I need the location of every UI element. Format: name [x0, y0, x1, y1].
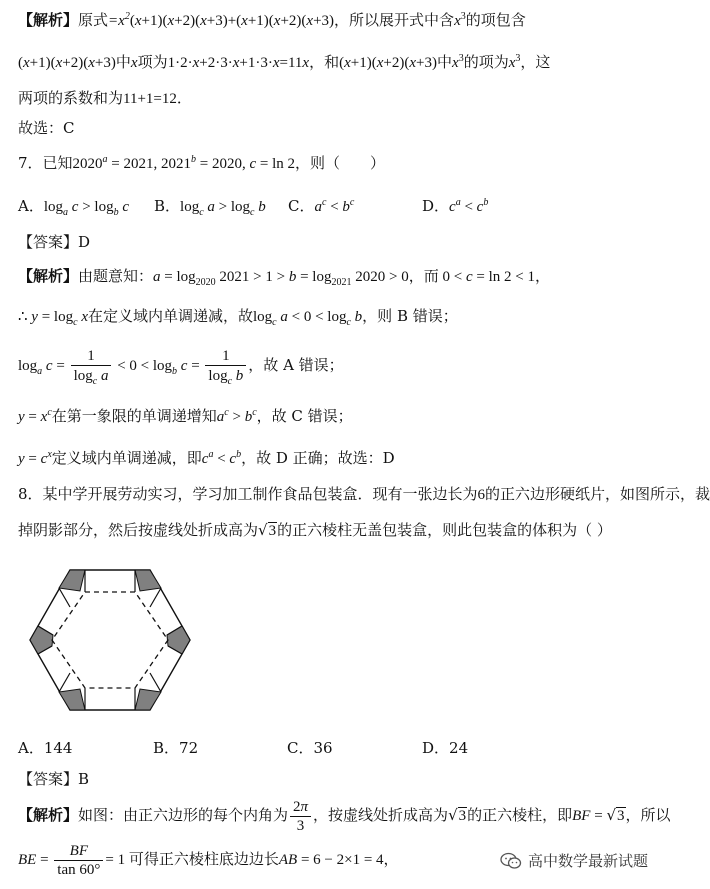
q8-option-a: A．144 — [18, 739, 73, 757]
q8-options — [18, 738, 468, 758]
solution-line-1: 【解析】原式$=x^2(x+1)(x+2)(x+3)+(x+1)(x+2)(x+3)$，所以展开式中含$x^3$的项包含 — [18, 11, 526, 29]
wechat-icon — [500, 852, 522, 870]
shaded-corner-bottom-right — [135, 689, 161, 710]
q7-option-b: B．$\log_c a > \log_c b$ — [154, 197, 266, 218]
hexagon-figure — [28, 560, 198, 720]
q8-option-c: C．36 — [287, 739, 333, 757]
shaded-corner-top-right — [135, 570, 161, 591]
solution-line-3: 两项的系数和为11+1=12． — [18, 89, 192, 107]
solution-line-2: (x+1)(x+2)(x+3)中x项为1·2·x+2·3·x+1·3·x=11x，和(x+1)(x+2)(x+3)中$x^3$的项为$x^3$，这 — [18, 53, 551, 71]
q8-answer: 【答案】B — [18, 770, 90, 788]
analysis-tag: 【解析】 — [18, 11, 79, 29]
q7-options — [18, 196, 488, 217]
q8-option-b: B．72 — [153, 739, 199, 757]
shaded-corner-bottom-left — [59, 689, 85, 710]
q7-stem: 7．已知$2020^a = 2021$, $2021^b = 2020$, c = ln 2，则（ ） — [18, 154, 386, 172]
q7-explain-1: 【解析】由题意知：$a = \log_{2020} 2021 > 1 > b = \log_{2021} 2020 > 0$，而 0 < c = ln 2 < 1， — [18, 267, 550, 288]
q8-explain-2: BE = $\frac{BF}{\tan 60^\circ}$ = 1 可得正六棱柱底边边长AB = 6 − 2×1 = 4， — [18, 842, 399, 878]
q8-option-d: D．24 — [422, 739, 469, 757]
q7-explain-2: ∴ $y = \log_c x$在定义域内单调递减，故$\log_c a < 0 < \log_c b$，则 B 错误； — [18, 307, 458, 328]
q7-explain-5: $y = c^x$定义域内单调递减，即$c^a < c^b$，故 D 正确；故选：D — [18, 449, 395, 467]
choice-line: 故选：C — [18, 119, 75, 137]
q7-answer: 【答案】D — [18, 233, 91, 251]
watermark-text: 高中数学最新试题 — [527, 852, 648, 870]
q7-explain-3: $\log_a c$ = $\frac{1}{\log_c a}$ < $0 < \log_b c$ = $\frac{1}{\log_c b}$ ，故 A 错误； — [18, 348, 344, 387]
hexagon-outline — [30, 570, 190, 710]
q8-explain-1: 【解析】如图：由正六边形的每个内角为 $\frac{2\pi}{3}$ ，按虚线处折成高为√3的正六棱柱，即BF = √3，所以 — [18, 798, 671, 834]
q8-stem-2: 掉阴影部分，然后按虚线处折成高为√3的正六棱柱无盖包装盒，则此包装盒的体积为（ ） — [18, 521, 612, 539]
q7-option-c: C．$a^c < b^c$ — [288, 197, 355, 215]
q8-stem-1: 8．某中学开展劳动实习，学习加工制作食品包装盒．现有一张边长为6的正六边形硬纸片，如图所示，裁 — [18, 485, 710, 503]
shaded-corner-top-left — [59, 570, 85, 591]
q7-option-d: D．$c^a < c^b$ — [422, 197, 489, 215]
q7-option-a: A．$\log_a c > \log_b c$ — [18, 197, 129, 218]
q7-explain-4: $y = x^c$在第一象限的单调递增知$a^c > b^c$，故 C 错误； — [18, 407, 353, 425]
watermark — [500, 850, 648, 871]
